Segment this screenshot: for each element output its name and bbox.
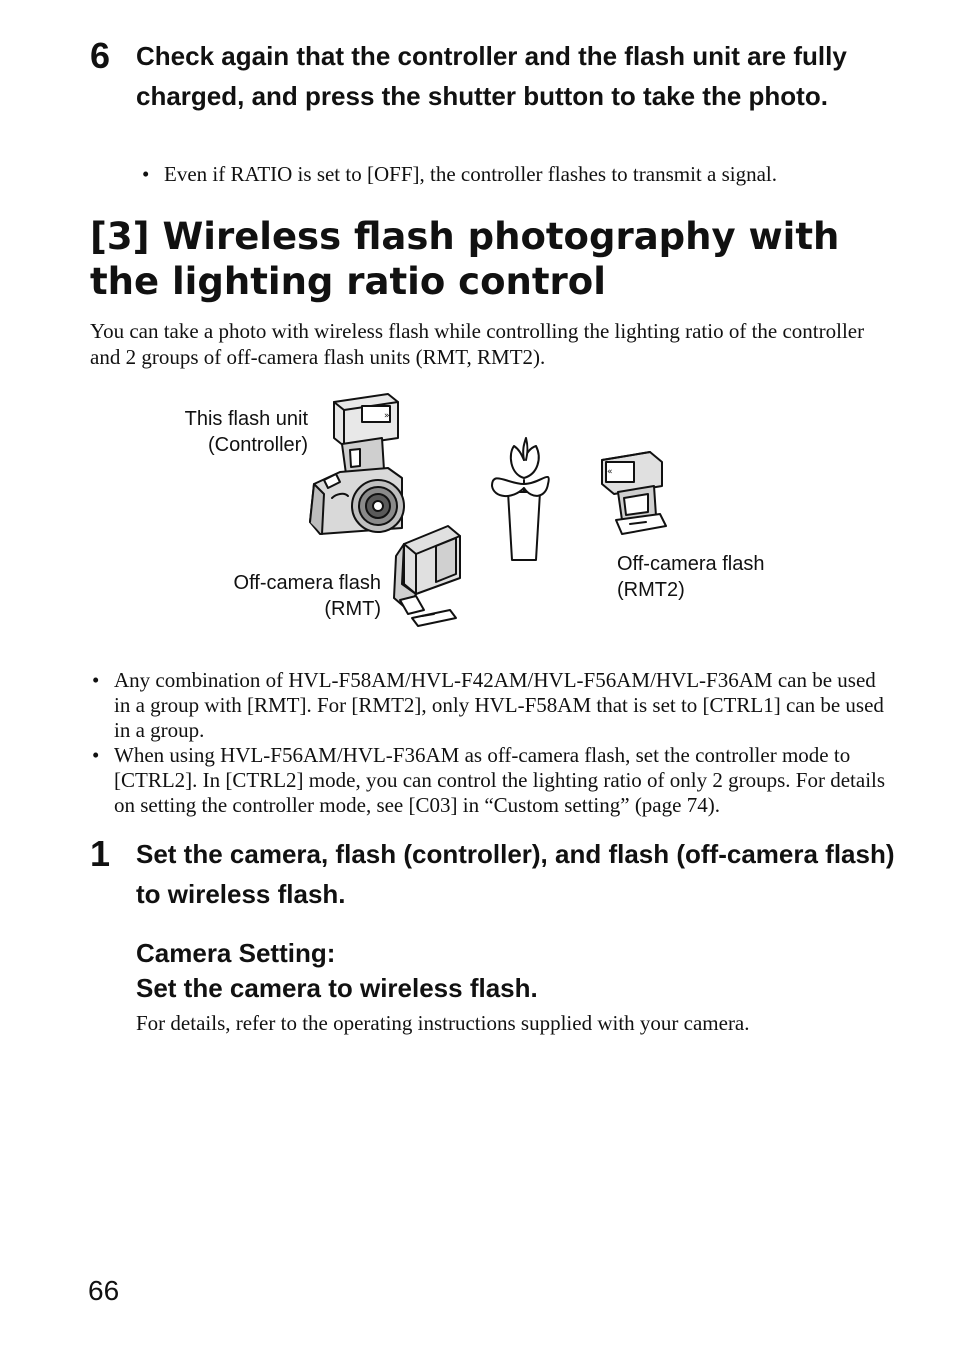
off-camera-flash-rmt-icon	[394, 526, 460, 626]
rmt2-label-line-1: Off-camera flash	[617, 553, 765, 575]
camera-setting-heading	[136, 936, 896, 1006]
compatibility-notes	[90, 668, 890, 818]
camera-with-controller-flash-icon	[310, 394, 404, 534]
camera-setting-heading-line-2: Set the camera to wireless flash.	[136, 973, 538, 1003]
step-6-note: • Even if RATIO is set to [OFF], the controller flashes to transmit a signal.	[140, 162, 900, 187]
step-6-note-list	[140, 162, 900, 187]
controller-label	[150, 406, 308, 458]
rmt-label-line-2: (RMT)	[324, 598, 381, 620]
step-6-instruction: Check again that the controller and the flash unit are fully charged, and press the shutter button to take the photo.	[136, 41, 847, 111]
svg-text:»: »	[384, 411, 390, 421]
camera-setting-heading-line-1: Camera Setting:	[136, 938, 336, 968]
section-title: [3] Wireless flash photography with the lighting ratio control	[90, 215, 840, 303]
step-6-number: 6	[90, 35, 111, 76]
wireless-flash-setup-illustration	[300, 388, 680, 633]
svg-text:«: «	[607, 467, 613, 477]
off-camera-flash-rmt2-icon	[602, 452, 666, 534]
controller-label-line-1: This flash unit	[184, 408, 308, 430]
plant-subject-icon	[492, 438, 549, 560]
section-intro: You can take a photo with wireless flash while controlling the lighting ratio of the controller and 2 groups of off-camera flash units (RMT, RMT2).	[90, 319, 865, 369]
controller-label-line-2: (Controller)	[207, 434, 308, 456]
page-number: 66	[88, 1275, 120, 1306]
note-item: • Any combination of HVL-F58AM/HVL-F42AM/HVL-F56AM/HVL-F36AM can be used in a group with [RMT]. For [RMT2], only HVL-F58AM that is set to [CTRL1] can be used in a group.	[90, 668, 890, 743]
rmt-label-line-1: Off-camera flash	[233, 572, 381, 594]
step-1-number: 1	[90, 833, 111, 874]
rmt2-label-line-2: (RMT2)	[617, 579, 685, 601]
camera-setting-detail: For details, refer to the operating instructions supplied with your camera.	[136, 1011, 750, 1035]
step-1-instruction: Set the camera, flash (controller), and flash (off-camera flash) to wireless flash.	[136, 839, 895, 909]
note-item: • When using HVL-F56AM/HVL-F36AM as off-camera flash, set the controller mode to [CTRL2]. In [CTRL2] mode, you can control the lighting ratio of only 2 groups. For details on setting the controller mode, see [C03] in “Custom setting” (page 74).	[90, 743, 890, 818]
